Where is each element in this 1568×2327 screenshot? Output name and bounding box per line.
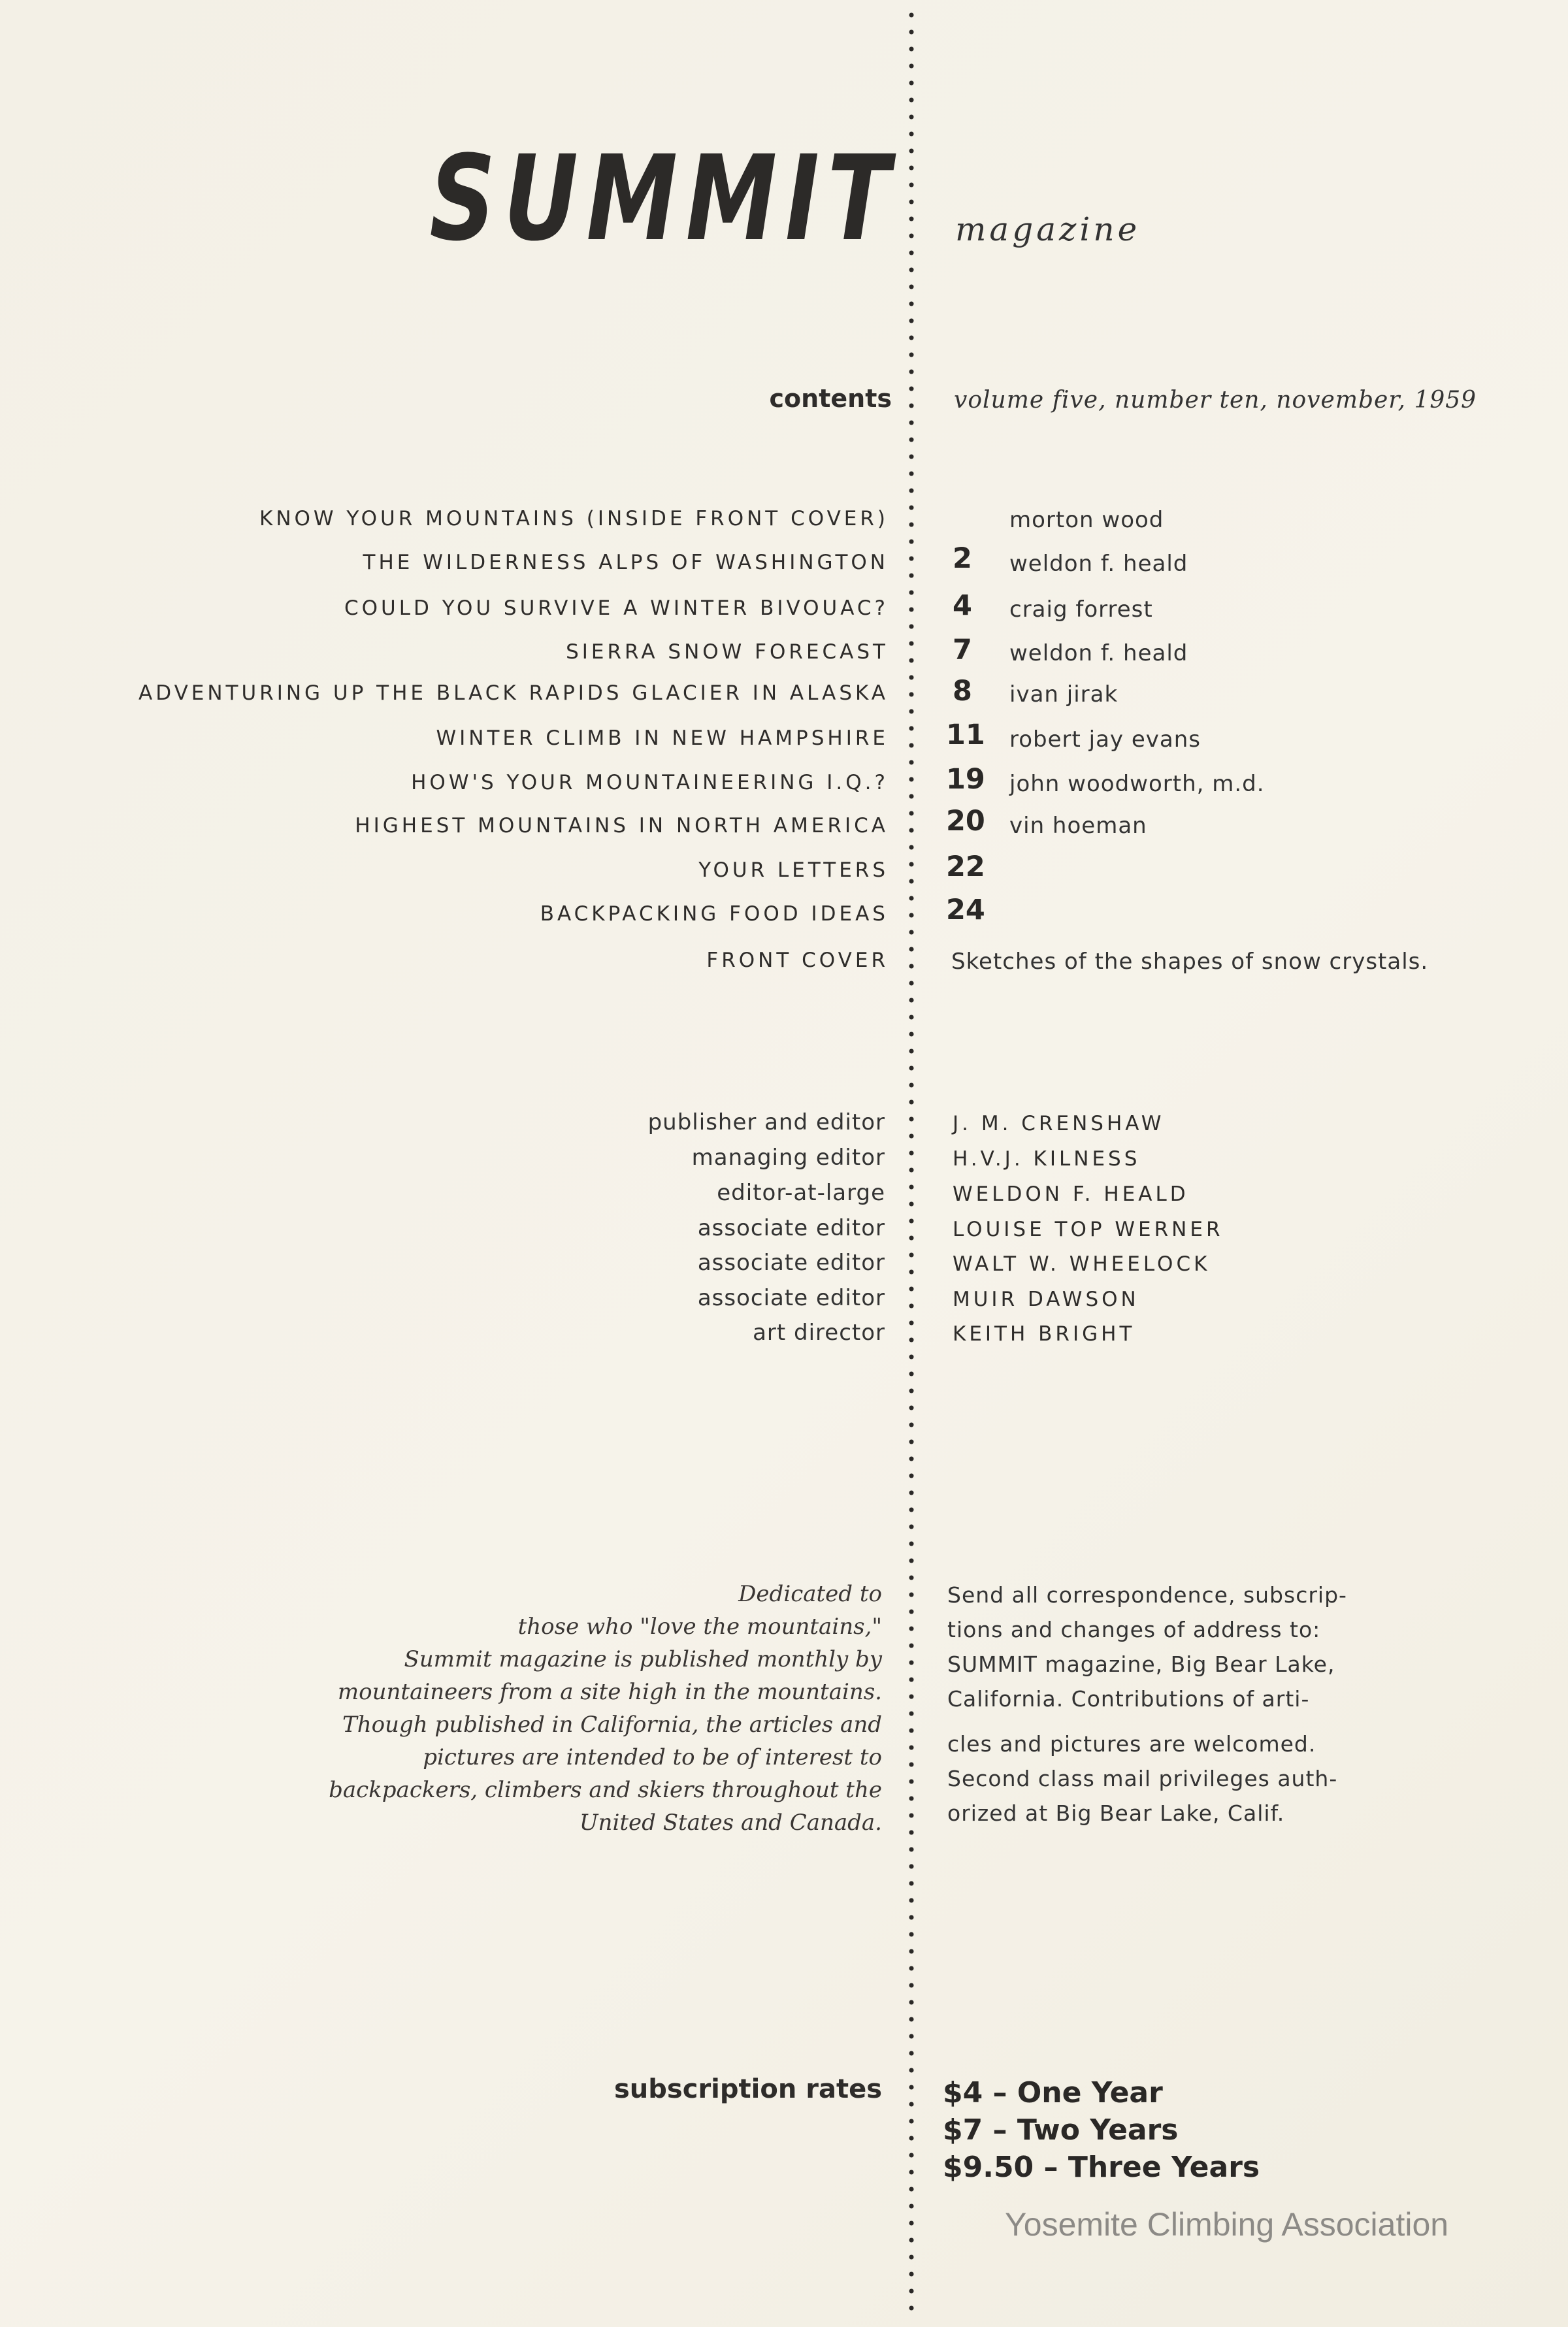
toc-title[interactable]: HOW'S YOUR MOUNTAINEERING I.Q.?: [411, 771, 889, 794]
staff-name: WALT W. WHEELOCK: [953, 1252, 1211, 1276]
staff-role: publisher and editor: [647, 1109, 885, 1135]
correspondence-line: tions and changes of address to:: [947, 1617, 1321, 1642]
toc-author: craig forrest: [1009, 596, 1153, 623]
toc-title[interactable]: BACKPACKING FOOD IDEAS: [540, 902, 889, 926]
staff-name: LOUISE TOP WERNER: [953, 1218, 1224, 1241]
dotted-divider: [908, 7, 915, 2319]
subscription-rate: $7 – Two Years: [943, 2113, 1179, 2147]
toc-author: john woodworth, m.d.: [1009, 771, 1265, 797]
correspondence-line: California. Contributions of arti-: [947, 1686, 1310, 1712]
toc-title[interactable]: SIERRA SNOW FORECAST: [566, 640, 889, 664]
subscription-rate: $4 – One Year: [943, 2076, 1163, 2109]
staff-role: art director: [753, 1320, 885, 1346]
watermark: Yosemite Climbing Association: [1005, 2206, 1449, 2243]
staff-role: associate editor: [697, 1285, 885, 1311]
toc-page: 24: [946, 894, 985, 926]
toc-author: robert jay evans: [1009, 726, 1201, 753]
staff-name: MUIR DAWSON: [953, 1288, 1139, 1311]
toc-title[interactable]: HIGHEST MOUNTAINS IN NORTH AMERICA: [355, 814, 889, 838]
staff-role: editor-at-large: [717, 1180, 885, 1206]
toc-title[interactable]: WINTER CLIMB IN NEW HAMPSHIRE: [436, 726, 889, 750]
staff-name: KEITH BRIGHT: [953, 1322, 1135, 1346]
correspondence-line: SUMMIT magazine, Big Bear Lake,: [947, 1652, 1335, 1677]
front-cover-description: Sketches of the shapes of snow crystals.: [951, 949, 1429, 975]
toc-page: 2: [953, 542, 972, 575]
toc-author: weldon f. heald: [1009, 640, 1188, 666]
correspondence-line: Second class mail privileges auth-: [947, 1766, 1338, 1791]
toc-title[interactable]: THE WILDERNESS ALPS OF WASHINGTON: [363, 551, 889, 574]
dedication-line: pictures are intended to be of interest to: [423, 1744, 882, 1770]
contents-heading: contents: [769, 384, 892, 413]
summit-logo: SUMMIT: [429, 131, 898, 267]
dedication-line: Summit magazine is published monthly by: [404, 1646, 882, 1672]
masthead-subtitle: magazine: [955, 210, 1141, 248]
dedication-line: Dedicated to: [738, 1581, 882, 1607]
toc-page: 11: [946, 719, 985, 751]
toc-author: ivan jirak: [1009, 681, 1119, 708]
dedication-line: mountaineers from a site high in the mountains.: [337, 1679, 882, 1705]
toc-author: vin hoeman: [1009, 813, 1147, 839]
toc-page: 19: [946, 763, 985, 796]
toc-page: 20: [946, 805, 985, 838]
toc-page: 8: [953, 675, 972, 708]
dedication-text: [294, 1578, 882, 1839]
toc-page: 7: [953, 634, 972, 666]
issue-info: volume five, number ten, november, 1959: [954, 387, 1477, 414]
dedication-line: United States and Canada.: [579, 1810, 882, 1836]
toc-author: morton wood: [1009, 507, 1164, 533]
dedication-line: Though published in California, the articles and: [342, 1712, 882, 1738]
staff-name: WELDON F. HEALD: [953, 1182, 1189, 1206]
toc-page: 22: [946, 851, 985, 883]
dedication-line: those who "love the mountains,": [517, 1614, 882, 1640]
toc-author: weldon f. heald: [1009, 551, 1188, 577]
subscription-label: subscription rates: [614, 2074, 882, 2104]
staff-role: managing editor: [691, 1145, 885, 1171]
correspondence-line: cles and pictures are welcomed.: [947, 1731, 1316, 1757]
subscription-rate: $9.50 – Three Years: [943, 2151, 1260, 2184]
front-cover-label: FRONT COVER: [706, 949, 889, 972]
toc-title[interactable]: ADVENTURING UP THE BLACK RAPIDS GLACIER IN ALASKA: [139, 681, 889, 705]
correspondence-line: Send all correspondence, subscrip-: [947, 1582, 1347, 1608]
toc-page: 4: [953, 589, 972, 622]
correspondence-text: [947, 1578, 1347, 1831]
toc-title[interactable]: YOUR LETTERS: [698, 858, 889, 882]
staff-name: J. M. CRENSHAW: [953, 1112, 1165, 1135]
correspondence-line: orized at Big Bear Lake, Calif.: [947, 1800, 1285, 1826]
toc-title[interactable]: KNOW YOUR MOUNTAINS (INSIDE FRONT COVER): [259, 507, 889, 530]
staff-name: H.V.J. KILNESS: [953, 1147, 1141, 1171]
dedication-line: backpackers, climbers and skiers throughout the: [329, 1777, 882, 1803]
staff-role: associate editor: [697, 1250, 885, 1276]
toc-title[interactable]: COULD YOU SURVIVE A WINTER BIVOUAC?: [344, 596, 889, 620]
staff-role: associate editor: [697, 1215, 885, 1241]
